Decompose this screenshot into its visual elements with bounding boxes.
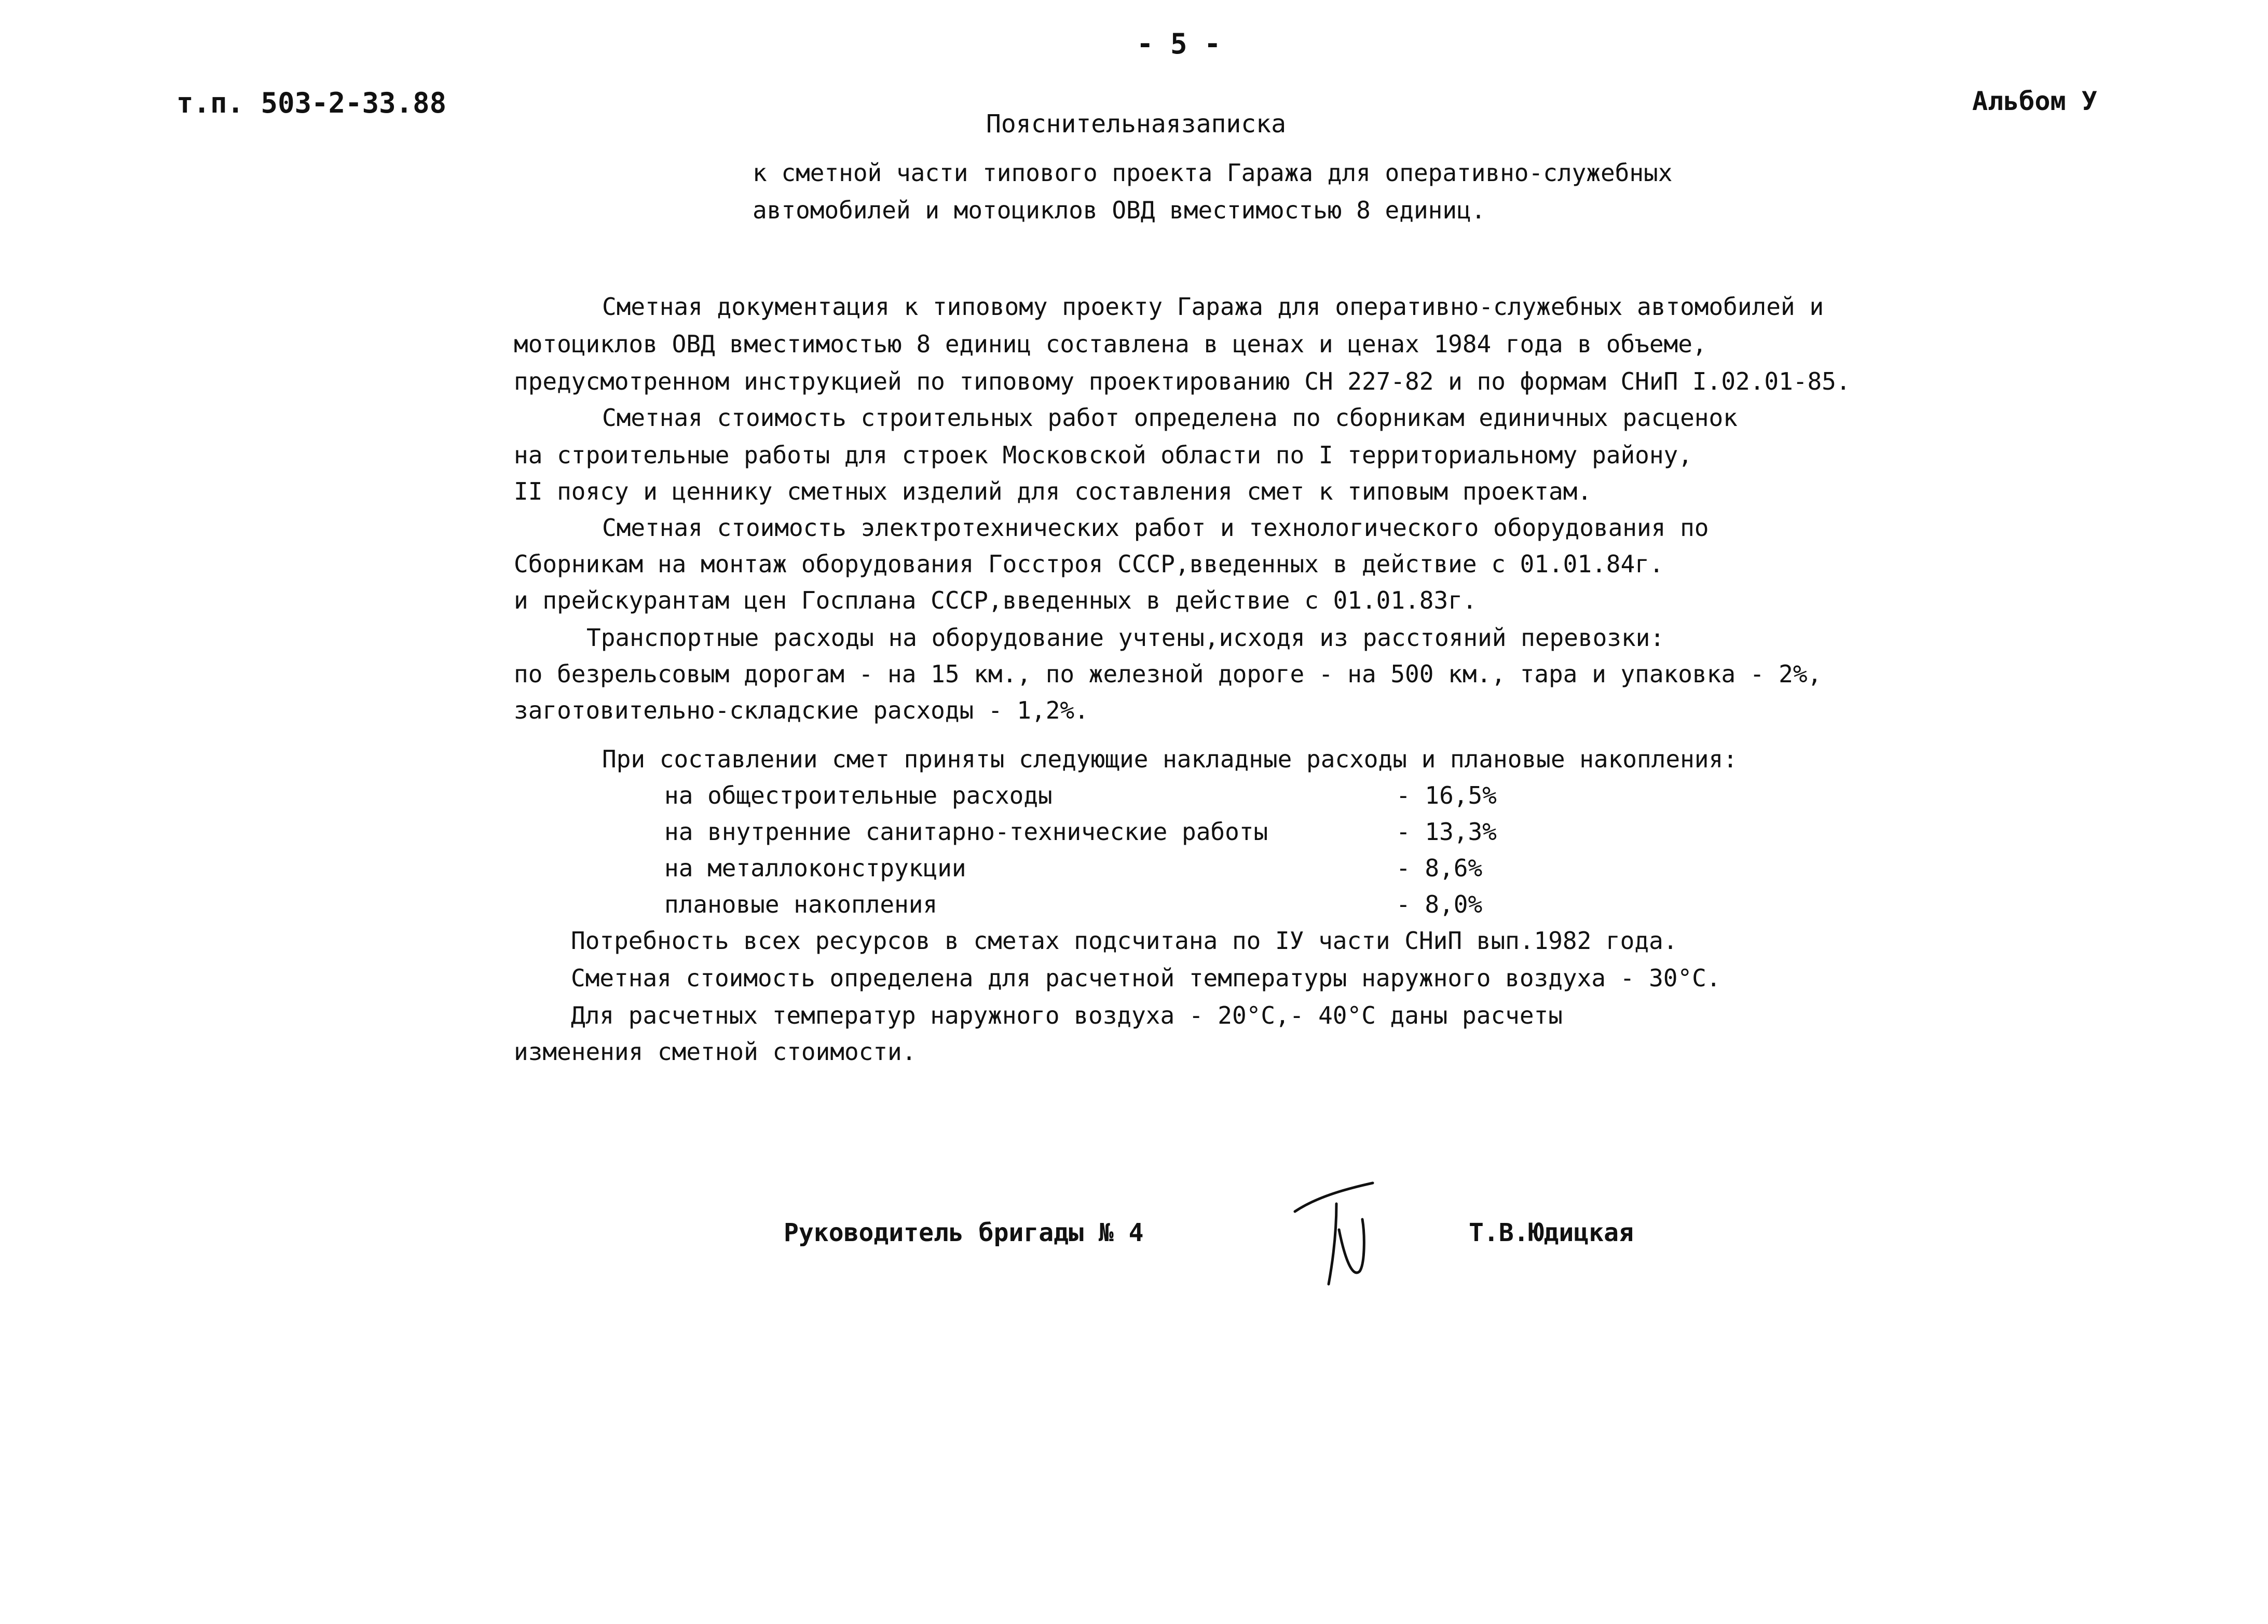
body-line: Сборникам на монтаж оборудования Госстроя СССР,введенных в действие с 01.01.84г. — [514, 550, 1664, 578]
body-line: Сметная документация к типовому проекту Гаража для оперативно-служебных автомобилей и — [602, 293, 1824, 321]
closing-line: Сметная стоимость определена для расчетной температуры наружного воздуха - 30°С. — [571, 964, 1721, 992]
document-title: Пояснительнаязаписка — [986, 109, 1286, 139]
overhead-value: - 8,0% — [1396, 890, 1483, 918]
body-line: Сметная стоимость электротехнических работ и технологического оборудования по — [602, 514, 1709, 542]
signature-role: Руководитель бригады № 4 — [784, 1218, 1144, 1247]
title-line-2: автомобилей и мотоциклов ОВД вместимостью 8 единиц. — [753, 196, 1486, 224]
body-line: предусмотренном инструкцией по типовому проектированию СН 227-82 и по формам СНиП I.02.01-85. — [514, 367, 1851, 395]
closing-line: изменения сметной стоимости. — [514, 1038, 917, 1066]
overhead-label: на металлоконструкции — [664, 854, 966, 882]
album-label: Альбом У — [1972, 86, 2097, 116]
overhead-value: - 8,6% — [1396, 854, 1483, 882]
overhead-row — [664, 892, 937, 916]
body-line: по безрельсовым дорогам - на 15 км., по железной дороге - на 500 км., тара и упаковка - 2%, — [514, 660, 1822, 688]
handwritten-signature — [1287, 1167, 1412, 1292]
overhead-row — [664, 783, 1053, 807]
body-line: II поясу и ценнику сметных изделий для составления смет к типовым проектам. — [514, 477, 1592, 505]
closing-line: Потребность всех ресурсов в сметах подсчитана по IУ части СНиП вып.1982 года. — [571, 927, 1678, 955]
overheads-intro: При составлении смет приняты следующие накладные расходы и плановые накопления: — [602, 745, 1738, 773]
overhead-row — [664, 820, 1268, 844]
overhead-value: - 16,5% — [1396, 781, 1497, 809]
closing-line: Для расчетных температур наружного воздуха - 20°С,- 40°С даны расчеты — [571, 1001, 1563, 1029]
overhead-value: - 13,3% — [1396, 818, 1497, 846]
overhead-label: на внутренние санитарно-технические работы — [664, 818, 1268, 846]
body-line: мотоциклов ОВД вместимостью 8 единиц составлена в ценах и ценах 1984 года в объеме, — [514, 330, 1707, 358]
overhead-label: на общестроительные расходы — [664, 781, 1053, 809]
page-number: - 5 - — [1137, 27, 1221, 60]
title-line-1: к сметной части типового проекта Гаража для оперативно-служебных — [753, 159, 1673, 187]
body-line: заготовительно-складские расходы - 1,2%. — [514, 696, 1089, 724]
signatory-name: Т.В.Юдицкая — [1469, 1218, 1634, 1247]
overhead-row — [664, 856, 966, 880]
body-line: на строительные работы для строек Московской области по I территориальному району, — [514, 441, 1692, 469]
document-code: т.п. 503-2-33.88 — [176, 87, 447, 119]
body-line: Транспортные расходы на оборудование учтены,исходя из расстояний перевозки: — [586, 624, 1665, 652]
overhead-label: плановые накопления — [664, 890, 938, 918]
body-line: Сметная стоимость строительных работ определена по сборникам единичных расценок — [602, 404, 1738, 432]
body-line: и прейскурантам цен Госплана СССР,введенных в действие с 01.01.83г. — [514, 586, 1477, 614]
